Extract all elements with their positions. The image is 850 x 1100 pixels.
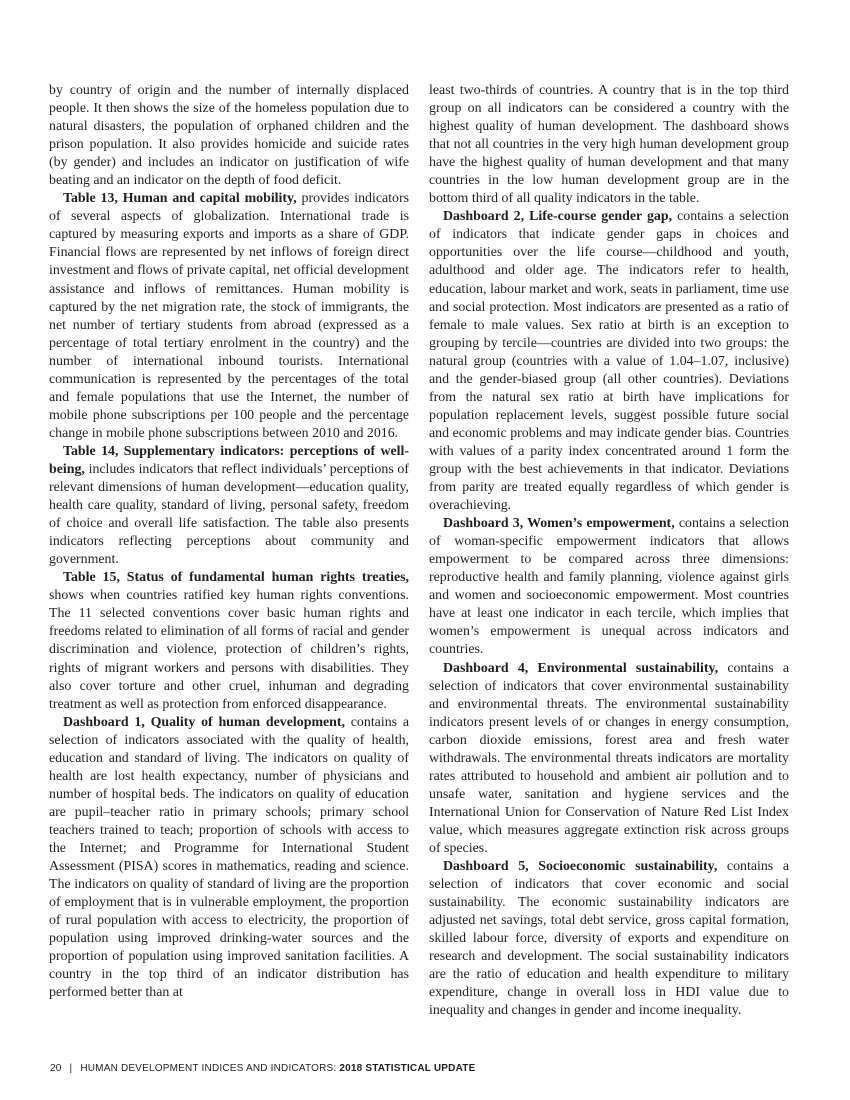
right-column (429, 82, 789, 1020)
dashboard-2-heading: Dashboard 2, Life-course gender gap, (443, 209, 673, 225)
paragraph-table-15 (49, 569, 409, 713)
table-14-body: includes indicators that reflect individuals’ perceptions of relevant dimensions of human development—education quality, health care quality, standard of living, personal safety, freedom of choice and overall life satisfaction. The table also presents indicators reflecting perceptions about community and government. (49, 461, 409, 568)
table-14-heading: Table 14, Supplementary indicators: perceptions of well-being, (49, 443, 409, 477)
paragraph-dashboard-5 (429, 858, 789, 1020)
page-number: 20 (50, 1063, 62, 1074)
table-15-heading: Table 15, Status of fundamental human rights treaties, (63, 570, 409, 586)
paragraph-dashboard-2 (429, 208, 789, 515)
footer-title-bold: 2018 STATISTICAL UPDATE (339, 1063, 476, 1074)
paragraph-displacement-continued: by country of origin and the number of internally displaced people. It then shows the size of the homeless population due to natural disasters, the population of orphaned children and the prison population. It also provides homicide and suicide rates (by gender) and includes an indicator on justification of wife beating and an indicator on the depth of food deficit. (49, 83, 409, 189)
dashboard-4-heading: Dashboard 4, Environmental sustainability, (443, 660, 719, 676)
table-13-body: provides indicators of several aspects of globalization. International trade is captured by measuring exports and imports as a share of GDP. Financial flows are represented by net inflows of foreign direct investment and flows of private capital, net official development assistance and inflows of remittances. Human mobility is captured by the net migration rate, the stock of immigrants, the net number of tertiary students from abroad (expressed as a percentage of total tertiary enrolment in the country) and the number of international inbound tourists. International communication is represented by the percentages of the total and female populations that use the Internet, the number of mobile phone subscriptions per 100 people and the percentage change in mobile phone subscriptions between 2010 and 2016. (49, 191, 409, 441)
dashboard-1-body: contains a selection of indicators associated with the quality of health, education and standard of living. The indicators on quality of health are lost health expectancy, number of physicians and number of hospital beds. The indicators on quality of education are pupil–teacher ratio in primary schools; primary school teachers trained to teach; proportion of schools with access to the Internet; and Programme for International Student Assessment (PISA) scores in mathematics, reading and science. The indicators on quality of standard of living are the proportion of employment that is in vulnerable employment, the proportion of rural population with access to electricity, the proportion of population using improved drinking-water sources and the proportion of population using improved sanitation facilities. A country in the top third of an indicator distribution has performed better than at (49, 714, 409, 1001)
dashboard-3-heading: Dashboard 3, Women’s empowerment, (443, 516, 675, 532)
footer-title: HUMAN DEVELOPMENT INDICES AND INDICATORS: (80, 1063, 340, 1074)
table-13-heading: Table 13, Human and capital mobility, (63, 191, 297, 207)
dashboard-5-heading: Dashboard 5, Socioeconomic sustainability, (443, 859, 718, 875)
dashboard-1-heading: Dashboard 1, Quality of human development, (63, 714, 345, 730)
paragraph-dashboard-1-continued: least two-thirds of countries. A country that is in the top third group on all indicators can be considered a country with the highest quality of human development. The dashboard shows that not all countries in the very high human development group have the highest quality of human development and that many countries in the low human development group are in the bottom third of all quality indicators in the table. (429, 83, 789, 207)
dashboard-2-body: contains a selection of indicators that indicate gender gaps in choices and opportunities over the life course—childhood and youth, adulthood and older age. The indicators refer to health, education, labour market and work, seats in parliament, time use and social protection. Most indicators are presented as a ratio of female to male values. Sex ratio at birth is an exception to grouping by tercile—countries are divided into two groups: the natural group (countries with a value of 1.04–1.07, inclusive) and the gender-biased group (all other countries). Deviations from the natural sex ratio at birth have implications for population replacement levels, suggest possible future social and economic problems and may indicate gender bias. Countries with values of a parity index concentrated around 1 form the group with the best achievements in that indicator. Deviations from parity are treated equally regardless of which gender is overachieving. (429, 209, 789, 514)
paragraph-dashboard-3 (429, 515, 789, 659)
page-footer (50, 1063, 475, 1074)
paragraph-table-14 (49, 443, 409, 569)
paragraph-dashboard-4 (429, 660, 789, 859)
paragraph-table-13 (49, 190, 409, 443)
footer-separator: | (69, 1063, 73, 1074)
left-column (49, 82, 409, 1002)
paragraph-dashboard-1 (49, 714, 409, 1003)
table-15-body: shows when countries ratified key human rights conventions. The 11 selected conventions cover basic human rights and freedoms related to elimination of all forms of racial and gender discrimination and violence, protection of children’s rights, rights of migrant workers and persons with disabilities. They also cover torture and other cruel, inhuman and degrading treatment as well as protection from enforced disappearance. (49, 588, 409, 712)
dashboard-5-body: contains a selection of indicators that cover economic and social sustainability. The economic sustainability indicators are adjusted net savings, total debt service, gross capital formation, skilled labour force, diversity of exports and expenditure on research and development. The social sustainability indicators are the ratio of education and health expenditure to military expenditure, change in overall loss in HDI value due to inequality and changes in gender and income inequality. (429, 859, 789, 1019)
dashboard-4-body: contains a selection of indicators that cover environmental sustainability and environmental threats. The environmental sustainability indicators present levels of or changes in energy consumption, carbon dioxide emissions, forest area and fresh water withdrawals. The environmental threats indicators are mortality rates attributed to household and ambient air pollution and to unsafe water, sanitation and hygiene services and the International Union for Conservation of Nature Red List Index value, which measures aggregate extinction risk across groups of species. (429, 660, 789, 856)
dashboard-3-body: contains a selection of woman-specific empowerment indicators that allows empowerment to be compared across three dimensions: reproductive health and family planning, violence against girls and women and socioeconomic empowerment. Most countries have at least one indicator in each tercile, which implies that women’s empowerment is unequal across indicators and countries. (429, 516, 790, 658)
